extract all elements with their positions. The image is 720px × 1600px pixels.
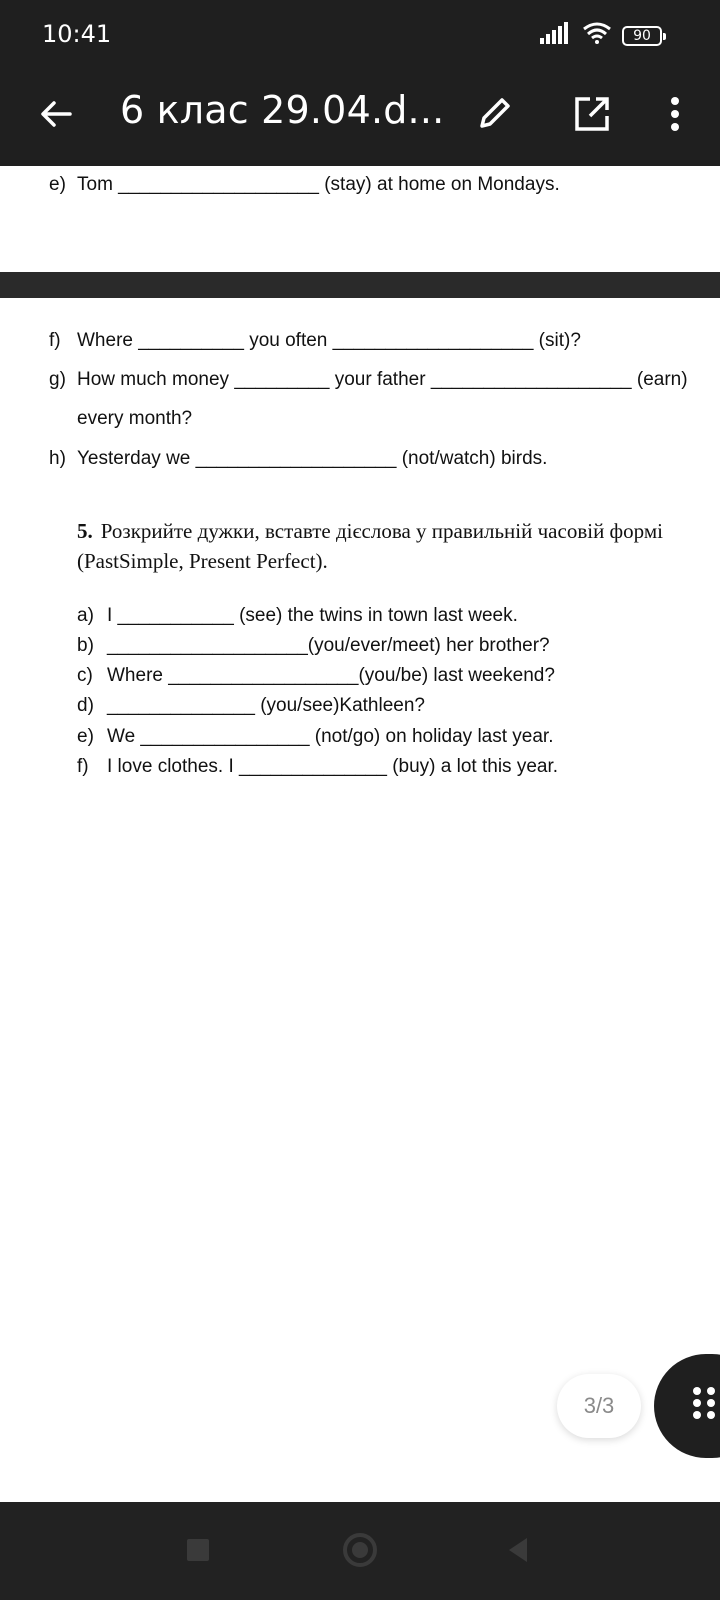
item-text: ___________________(you/ever/meet) her brother? (107, 635, 550, 656)
app-bar (0, 70, 720, 166)
status-bar (0, 0, 720, 70)
circle-icon (342, 1532, 378, 1573)
more-options-button[interactable] (651, 92, 699, 140)
page-indicator: 3/3 (557, 1374, 641, 1438)
exercise-instruction: Розкрийте дужки, вставте дієслова у правильній часовій формі (PastSimple, Present Perfect). (77, 519, 663, 573)
more-vert-icon (669, 96, 681, 137)
item-label: g) (49, 369, 66, 390)
item-text: I love clothes. I ______________ (buy) a lot this year. (107, 756, 559, 777)
signal-icon (540, 22, 572, 49)
exercise-line (49, 369, 688, 391)
item-label: f) (77, 756, 89, 777)
list-item (77, 635, 550, 657)
item-label: b) (77, 635, 94, 656)
back-button[interactable] (32, 92, 80, 140)
open-external-icon (572, 94, 612, 139)
system-nav-bar (0, 1502, 720, 1600)
item-text: every month? (77, 408, 193, 429)
list-item (77, 756, 559, 778)
wifi-icon (582, 22, 612, 49)
status-icons (540, 22, 662, 49)
item-label: e) (77, 726, 94, 747)
page-separator (0, 272, 720, 298)
list-item (77, 665, 555, 687)
edit-button[interactable] (470, 92, 518, 140)
item-text: Tom ___________________ (stay) at home on Mondays. (77, 174, 560, 195)
back-nav-button[interactable] (494, 1528, 542, 1576)
item-label: c) (77, 665, 93, 686)
grid-dots-icon (692, 1385, 716, 1427)
triangle-back-icon (505, 1536, 531, 1569)
arrow-left-icon (38, 96, 74, 137)
exercise-5-heading (77, 516, 697, 576)
item-label: a) (77, 605, 94, 626)
item-text: ______________ (you/see)Kathleen? (107, 695, 425, 716)
document-viewer[interactable] (0, 166, 720, 1502)
item-label: h) (49, 448, 66, 469)
exercise-line (49, 330, 581, 352)
item-label: d) (77, 695, 94, 716)
open-external-button[interactable] (568, 92, 616, 140)
item-label: f) (49, 330, 61, 351)
exercise-line (49, 448, 548, 470)
list-item (77, 726, 554, 748)
item-text: Where __________ you often ___________________ (sit)? (77, 330, 581, 351)
recents-button[interactable] (174, 1528, 222, 1576)
item-text: How much money _________ your father ___________________ (earn) (77, 369, 688, 390)
battery-icon: 90 (622, 26, 662, 46)
square-icon (185, 1537, 211, 1568)
list-item (77, 695, 425, 717)
item-text: We ________________ (not/go) on holiday last year. (107, 726, 554, 747)
item-label: e) (49, 174, 66, 195)
pencil-icon (474, 94, 514, 139)
document-title: 6 клас 29.04.d... (120, 88, 445, 132)
list-item (77, 605, 518, 627)
exercise-line-continuation (77, 408, 192, 430)
item-text: I ___________ (see) the twins in town last week. (107, 605, 518, 626)
exercise-number: 5. (77, 519, 93, 543)
exercise-line (49, 174, 560, 196)
page-grid-button[interactable] (654, 1354, 720, 1458)
item-text: Where __________________(you/be) last weekend? (107, 665, 555, 686)
item-text: Yesterday we ___________________ (not/watch) birds. (77, 448, 548, 469)
status-time: 10:41 (42, 20, 112, 48)
home-button[interactable] (336, 1528, 384, 1576)
